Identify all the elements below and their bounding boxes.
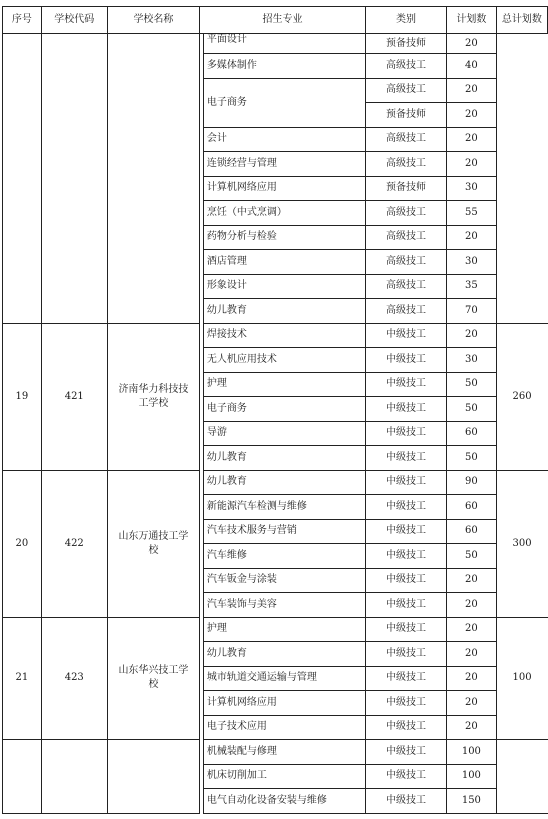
plan-count-cell: 20 — [447, 691, 497, 716]
total-plan-cell: 100 — [496, 617, 547, 740]
major-cell: 焊接技术 — [203, 323, 365, 348]
plan-count-cell: 60 — [447, 519, 497, 544]
category-cell: 中级技工 — [366, 519, 447, 544]
plan-count-cell: 60 — [447, 421, 497, 446]
school-name-cell: 山东华兴技工学校 — [107, 617, 199, 740]
category-cell: 高级技工 — [366, 299, 447, 324]
major-cell: 机床切削加工 — [203, 764, 365, 789]
plan-count-cell: 20 — [447, 642, 497, 667]
category-cell: 高级技工 — [366, 54, 447, 79]
major-cell: 汽车装饰与美容 — [203, 593, 365, 618]
header-row — [3, 7, 548, 34]
plan-count-cell: 35 — [447, 274, 497, 299]
total-plan-cell — [496, 740, 547, 814]
plan-count-cell: 30 — [447, 176, 497, 201]
category-cell: 中级技工 — [366, 348, 447, 373]
major-cell: 会计 — [203, 127, 365, 152]
plan-count-cell: 55 — [447, 201, 497, 226]
header-category: 类别 — [366, 7, 447, 34]
category-cell: 中级技工 — [366, 544, 447, 569]
table-body — [3, 34, 548, 814]
header-plan: 计划数 — [447, 7, 497, 34]
major-cell — [203, 34, 365, 54]
plan-count-cell: 50 — [447, 397, 497, 422]
category-cell: 高级技工 — [366, 274, 447, 299]
major-cell: 导游 — [203, 421, 365, 446]
plan-count-cell: 50 — [447, 372, 497, 397]
school-code-cell — [41, 740, 107, 814]
major-cell: 汽车维修 — [203, 544, 365, 569]
seq-cell: 20 — [3, 470, 42, 617]
major-cell: 电气自动化设备安装与维修 — [203, 789, 365, 814]
category-cell: 高级技工 — [366, 250, 447, 275]
plan-count-cell: 90 — [447, 470, 497, 495]
school-code-cell: 421 — [41, 323, 107, 470]
seq-cell: 21 — [3, 617, 42, 740]
total-plan-cell: 260 — [496, 323, 547, 470]
table-row — [3, 34, 548, 54]
category-cell: 高级技工 — [366, 78, 447, 103]
plan-count-cell: 20 — [447, 666, 497, 691]
category-cell: 中级技工 — [366, 789, 447, 814]
plan-count-cell: 20 — [447, 225, 497, 250]
category-cell: 中级技工 — [366, 691, 447, 716]
category-cell: 中级技工 — [366, 666, 447, 691]
plan-count-cell: 60 — [447, 495, 497, 520]
major-name-clipped: 平面设计 — [206, 33, 247, 45]
plan-count-cell: 20 — [447, 715, 497, 740]
plan-count-cell: 30 — [447, 348, 497, 373]
plan-count-cell: 20 — [447, 127, 497, 152]
major-cell: 药物分析与检验 — [203, 225, 365, 250]
school-name-cell — [107, 34, 199, 324]
school-code-cell — [41, 34, 107, 324]
header-school-name: 学校名称 — [107, 7, 199, 34]
total-plan-cell: 300 — [496, 470, 547, 617]
table-row — [3, 323, 548, 348]
seq-cell: 19 — [3, 323, 42, 470]
major-cell: 计算机网络应用 — [203, 691, 365, 716]
category-cell: 中级技工 — [366, 593, 447, 618]
category-cell: 中级技工 — [366, 715, 447, 740]
plan-count-cell: 20 — [447, 103, 497, 128]
enrollment-plan-table — [2, 6, 548, 814]
table-row — [3, 617, 548, 642]
plan-count-cell: 100 — [447, 764, 497, 789]
header-seq: 序号 — [3, 7, 42, 34]
category-cell: 预备技师 — [366, 176, 447, 201]
category-cell: 中级技工 — [366, 397, 447, 422]
plan-count-cell: 100 — [447, 740, 497, 765]
major-cell: 计算机网络应用 — [203, 176, 365, 201]
major-cell: 幼儿教育 — [203, 642, 365, 667]
major-cell: 连锁经营与管理 — [203, 152, 365, 177]
category-cell: 中级技工 — [366, 421, 447, 446]
category-cell: 中级技工 — [366, 372, 447, 397]
category-cell: 中级技工 — [366, 323, 447, 348]
category-cell: 中级技工 — [366, 617, 447, 642]
category-cell: 中级技工 — [366, 642, 447, 667]
plan-count-cell: 20 — [447, 78, 497, 103]
category-cell: 预备技师 — [366, 34, 447, 54]
category-cell: 高级技工 — [366, 225, 447, 250]
header-major: 招生专业 — [200, 7, 366, 34]
category-cell: 预备技师 — [366, 103, 447, 128]
plan-count-cell: 50 — [447, 544, 497, 569]
header-total: 总计划数 — [496, 7, 547, 34]
major-cell: 幼儿教育 — [203, 446, 365, 471]
major-cell: 电子技术应用 — [203, 715, 365, 740]
major-cell: 护理 — [203, 372, 365, 397]
school-name-cell: 山东万通技工学校 — [107, 470, 199, 617]
plan-count-cell: 50 — [447, 446, 497, 471]
major-cell: 无人机应用技术 — [203, 348, 365, 373]
major-cell: 城市轨道交通运输与管理 — [203, 666, 365, 691]
major-cell: 机械装配与修理 — [203, 740, 365, 765]
major-cell: 酒店管理 — [203, 250, 365, 275]
major-cell: 新能源汽车检测与维修 — [203, 495, 365, 520]
category-cell: 中级技工 — [366, 740, 447, 765]
table-row — [3, 740, 548, 765]
major-cell: 多媒体制作 — [203, 54, 365, 79]
major-cell: 形象设计 — [203, 274, 365, 299]
seq-cell — [3, 34, 42, 324]
major-cell: 护理 — [203, 617, 365, 642]
plan-count-cell: 40 — [447, 54, 497, 79]
school-code-cell: 423 — [41, 617, 107, 740]
major-cell: 幼儿教育 — [203, 299, 365, 324]
major-cell: 电子商务 — [203, 397, 365, 422]
major-cell: 汽车技术服务与营销 — [203, 519, 365, 544]
category-cell: 高级技工 — [366, 201, 447, 226]
category-cell: 中级技工 — [366, 470, 447, 495]
plan-count-cell: 20 — [447, 617, 497, 642]
plan-count-cell: 20 — [447, 323, 497, 348]
plan-count-cell: 20 — [447, 568, 497, 593]
plan-count-cell: 20 — [447, 593, 497, 618]
seq-cell — [3, 740, 42, 814]
major-cell: 电子商务 — [203, 78, 365, 127]
major-cell: 幼儿教育 — [203, 470, 365, 495]
table-row — [3, 470, 548, 495]
plan-count-cell: 150 — [447, 789, 497, 814]
header-school-code: 学校代码 — [41, 7, 107, 34]
total-plan-cell — [496, 34, 547, 324]
school-code-cell: 422 — [41, 470, 107, 617]
major-cell: 汽车钣金与涂装 — [203, 568, 365, 593]
category-cell: 高级技工 — [366, 127, 447, 152]
major-cell: 烹饪（中式烹调） — [203, 201, 365, 226]
plan-count-cell: 20 — [447, 34, 497, 54]
category-cell: 中级技工 — [366, 764, 447, 789]
plan-count-cell: 20 — [447, 152, 497, 177]
category-cell: 高级技工 — [366, 152, 447, 177]
category-cell: 中级技工 — [366, 446, 447, 471]
school-name-cell — [107, 740, 199, 814]
plan-count-cell: 30 — [447, 250, 497, 275]
category-cell: 中级技工 — [366, 495, 447, 520]
category-cell: 中级技工 — [366, 568, 447, 593]
school-name-cell: 济南华力科技技工学校 — [107, 323, 199, 470]
plan-count-cell: 70 — [447, 299, 497, 324]
